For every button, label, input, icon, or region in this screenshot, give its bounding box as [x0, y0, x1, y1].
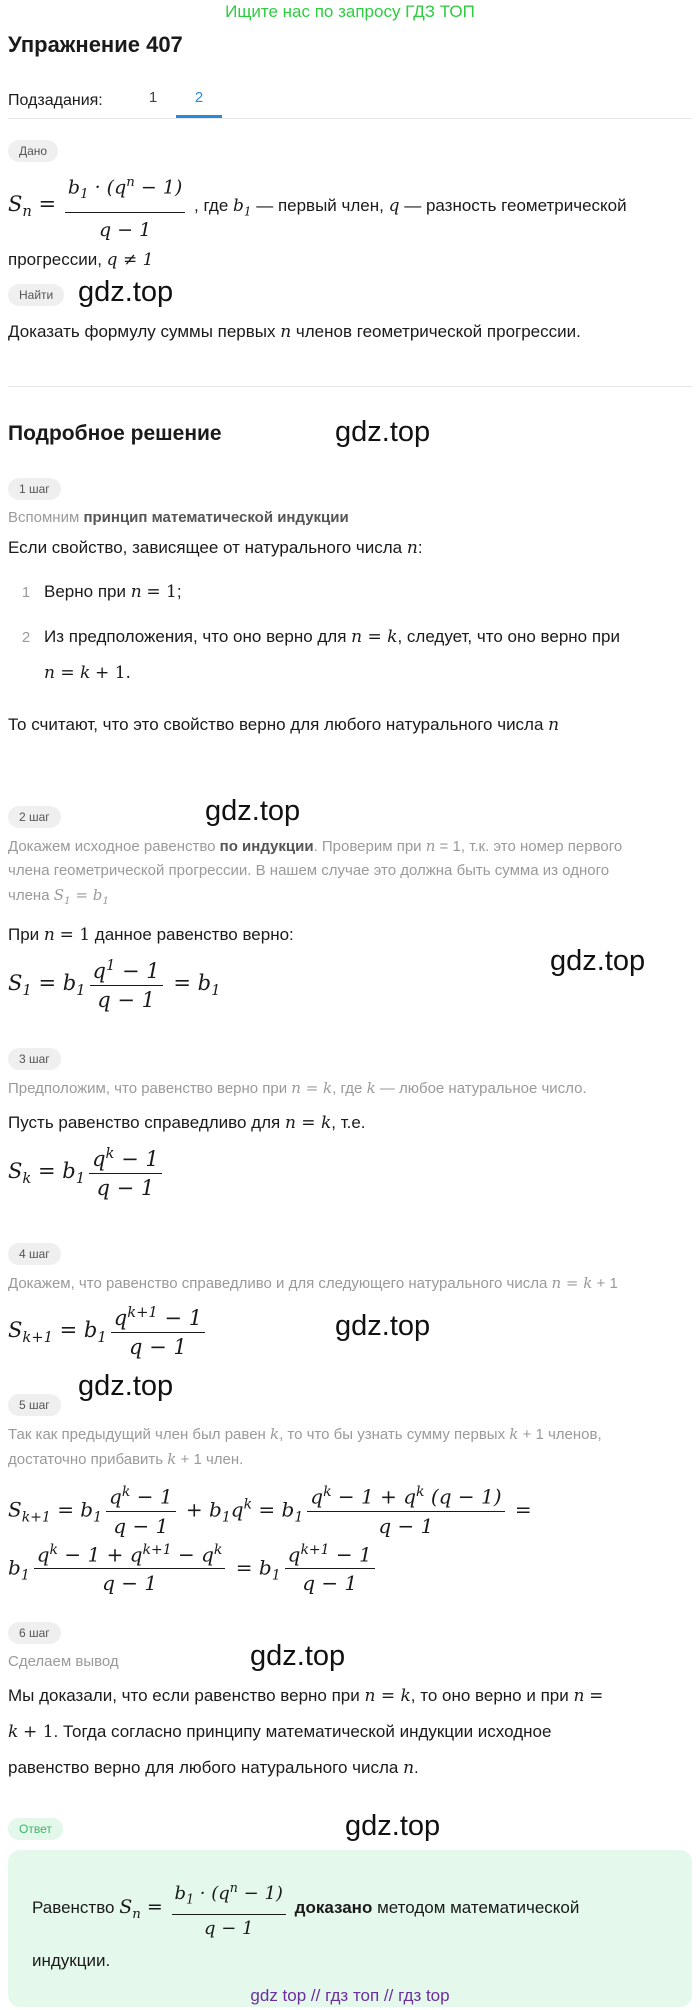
step-3-hint: Предположим, что равенство верно при n = k, где k — любое натуральное число. — [8, 1079, 587, 1097]
search-banner: Ищите нас по запросу ГДЗ ТОП — [225, 2, 475, 21]
watermark: gdz.top — [250, 1640, 346, 1672]
step-2-formula: $S_1 = b_1$ $\frac{q^1 - 1}{q - 1}$ = $b_1$ — [8, 957, 221, 1012]
step-5-formula-1: $S_{k+1} = b_1$ $\frac{q^k - 1}{q - 1}$ + $b_1q^k = b_1$ $\frac{q^k - 1 + q^k (q - 1)}{q - 1}$ = — [8, 1484, 532, 1538]
watermark: gdz.top — [335, 1310, 431, 1342]
list-item: 2 Из предположения, что оно верно для n = k, следует, что оно верно при n = k + 1. — [21, 627, 621, 683]
step-4-pill: 4 шаг — [8, 1243, 61, 1265]
watermark: gdz.top — [205, 795, 301, 827]
step-5-pill: 5 шаг — [8, 1394, 61, 1416]
step-3 — [8, 1048, 692, 1200]
step-3-pill: 3 шаг — [8, 1048, 61, 1070]
step-4-hint: Докажем, что равенство справедливо и для следующего натурального числа n = k + 1 — [8, 1274, 618, 1292]
watermark: gdz.top — [345, 1810, 441, 1842]
given-pill: Дано — [8, 140, 58, 162]
step-6-pill: 6 шаг — [8, 1622, 61, 1644]
subtasks-label: Подзадания: — [8, 92, 103, 109]
tab-subtask-1[interactable]: 1 — [148, 89, 158, 106]
watermark: gdz.top — [335, 416, 431, 448]
step-4-formula: $S_{k+1} = b_1$ $\frac{q^{k+1} - 1}{q - 1}$ — [8, 1304, 692, 1359]
footer-links[interactable]: gdz top // гдз топ // гдз top — [250, 1986, 450, 2005]
step-6-conclusion: Мы доказали, что если равенство верно при n = k, то оно верно и при n = k + 1. Тогда согласно принципу математической индукции исходное равенство верно для любого натурального числа n. — [8, 1686, 604, 1778]
step-2-pill: 2 шаг — [8, 806, 61, 828]
answer-box: Равенство $S_n$ = $\frac{b_1 \cdot (q^n - 1)}{q - 1}$ доказано методом математической индукции. — [8, 1850, 692, 2007]
step-5 — [8, 1394, 692, 1595]
step-1 — [8, 478, 692, 743]
answer-pill: Ответ — [8, 1818, 63, 1840]
given-section — [8, 140, 692, 275]
step-6 — [8, 1622, 692, 1786]
step-1-hint: Вспомним принцип математической индукции — [8, 509, 349, 526]
step-3-line: Пусть равенство справедливо для n = k, т.е. — [8, 1113, 366, 1133]
tab-subtask-2[interactable]: 2 — [176, 84, 222, 118]
watermark: gdz.top — [78, 276, 174, 308]
step-1-line: Если свойство, зависящее от натурального числа n: — [8, 538, 423, 558]
divider — [8, 386, 692, 387]
step-5-hint: Так как предыдущий член был равен k, то что бы узнать сумму первых k + 1 членов, достаточно прибавить k + 1 член. — [8, 1425, 602, 1468]
watermark: gdz.top — [550, 945, 646, 977]
step-3-formula: $S_k = b_1$ $\frac{q^k - 1}{q - 1}$ — [8, 1145, 692, 1200]
step-2 — [8, 806, 692, 1012]
solution-title: Подробное решение — [8, 422, 222, 445]
step-5-formula-2: $b_1$ $\frac{q^k - 1 + q^{k+1} - q^k}{q - 1}$ = $b_1$ $\frac{q^{k+1} - 1}{q - 1}$ — [8, 1542, 692, 1596]
answer-section — [8, 1818, 692, 2007]
step-2-hint: Докажем исходное равенство по индукции. Проверим при n = 1, т.к. это номер первого члена геометрической прогрессии. В нашем случае это должна быть сумма из одного члена $S_1 = b_1$ — [8, 837, 623, 907]
given-text: $S_n$ = $\frac{b_1 \cdot (q^n - 1)}{q - 1}$ , где $b_1$ — первый член, q — разность геометрической прогрессии, q ≠ 1 — [8, 168, 692, 275]
page-title: Упражнение 407 — [8, 32, 183, 57]
subtasks-bar — [8, 84, 692, 119]
find-pill: Найти — [8, 284, 64, 306]
step-1-pill: 1 шаг — [8, 478, 61, 500]
step-2-line: При n = 1 данное равенство верно: — [8, 925, 294, 945]
watermark: gdz.top — [78, 1370, 174, 1402]
step-6-hint: Сделаем вывод — [8, 1653, 119, 1670]
find-text: Доказать формулу суммы первых n членов геометрической прогрессии. — [8, 322, 581, 342]
step-1-conclusion: То считают, что это свойство верно для любого натурального числа n — [8, 715, 560, 735]
list-item: 1 Верно при n = 1; — [21, 582, 182, 602]
